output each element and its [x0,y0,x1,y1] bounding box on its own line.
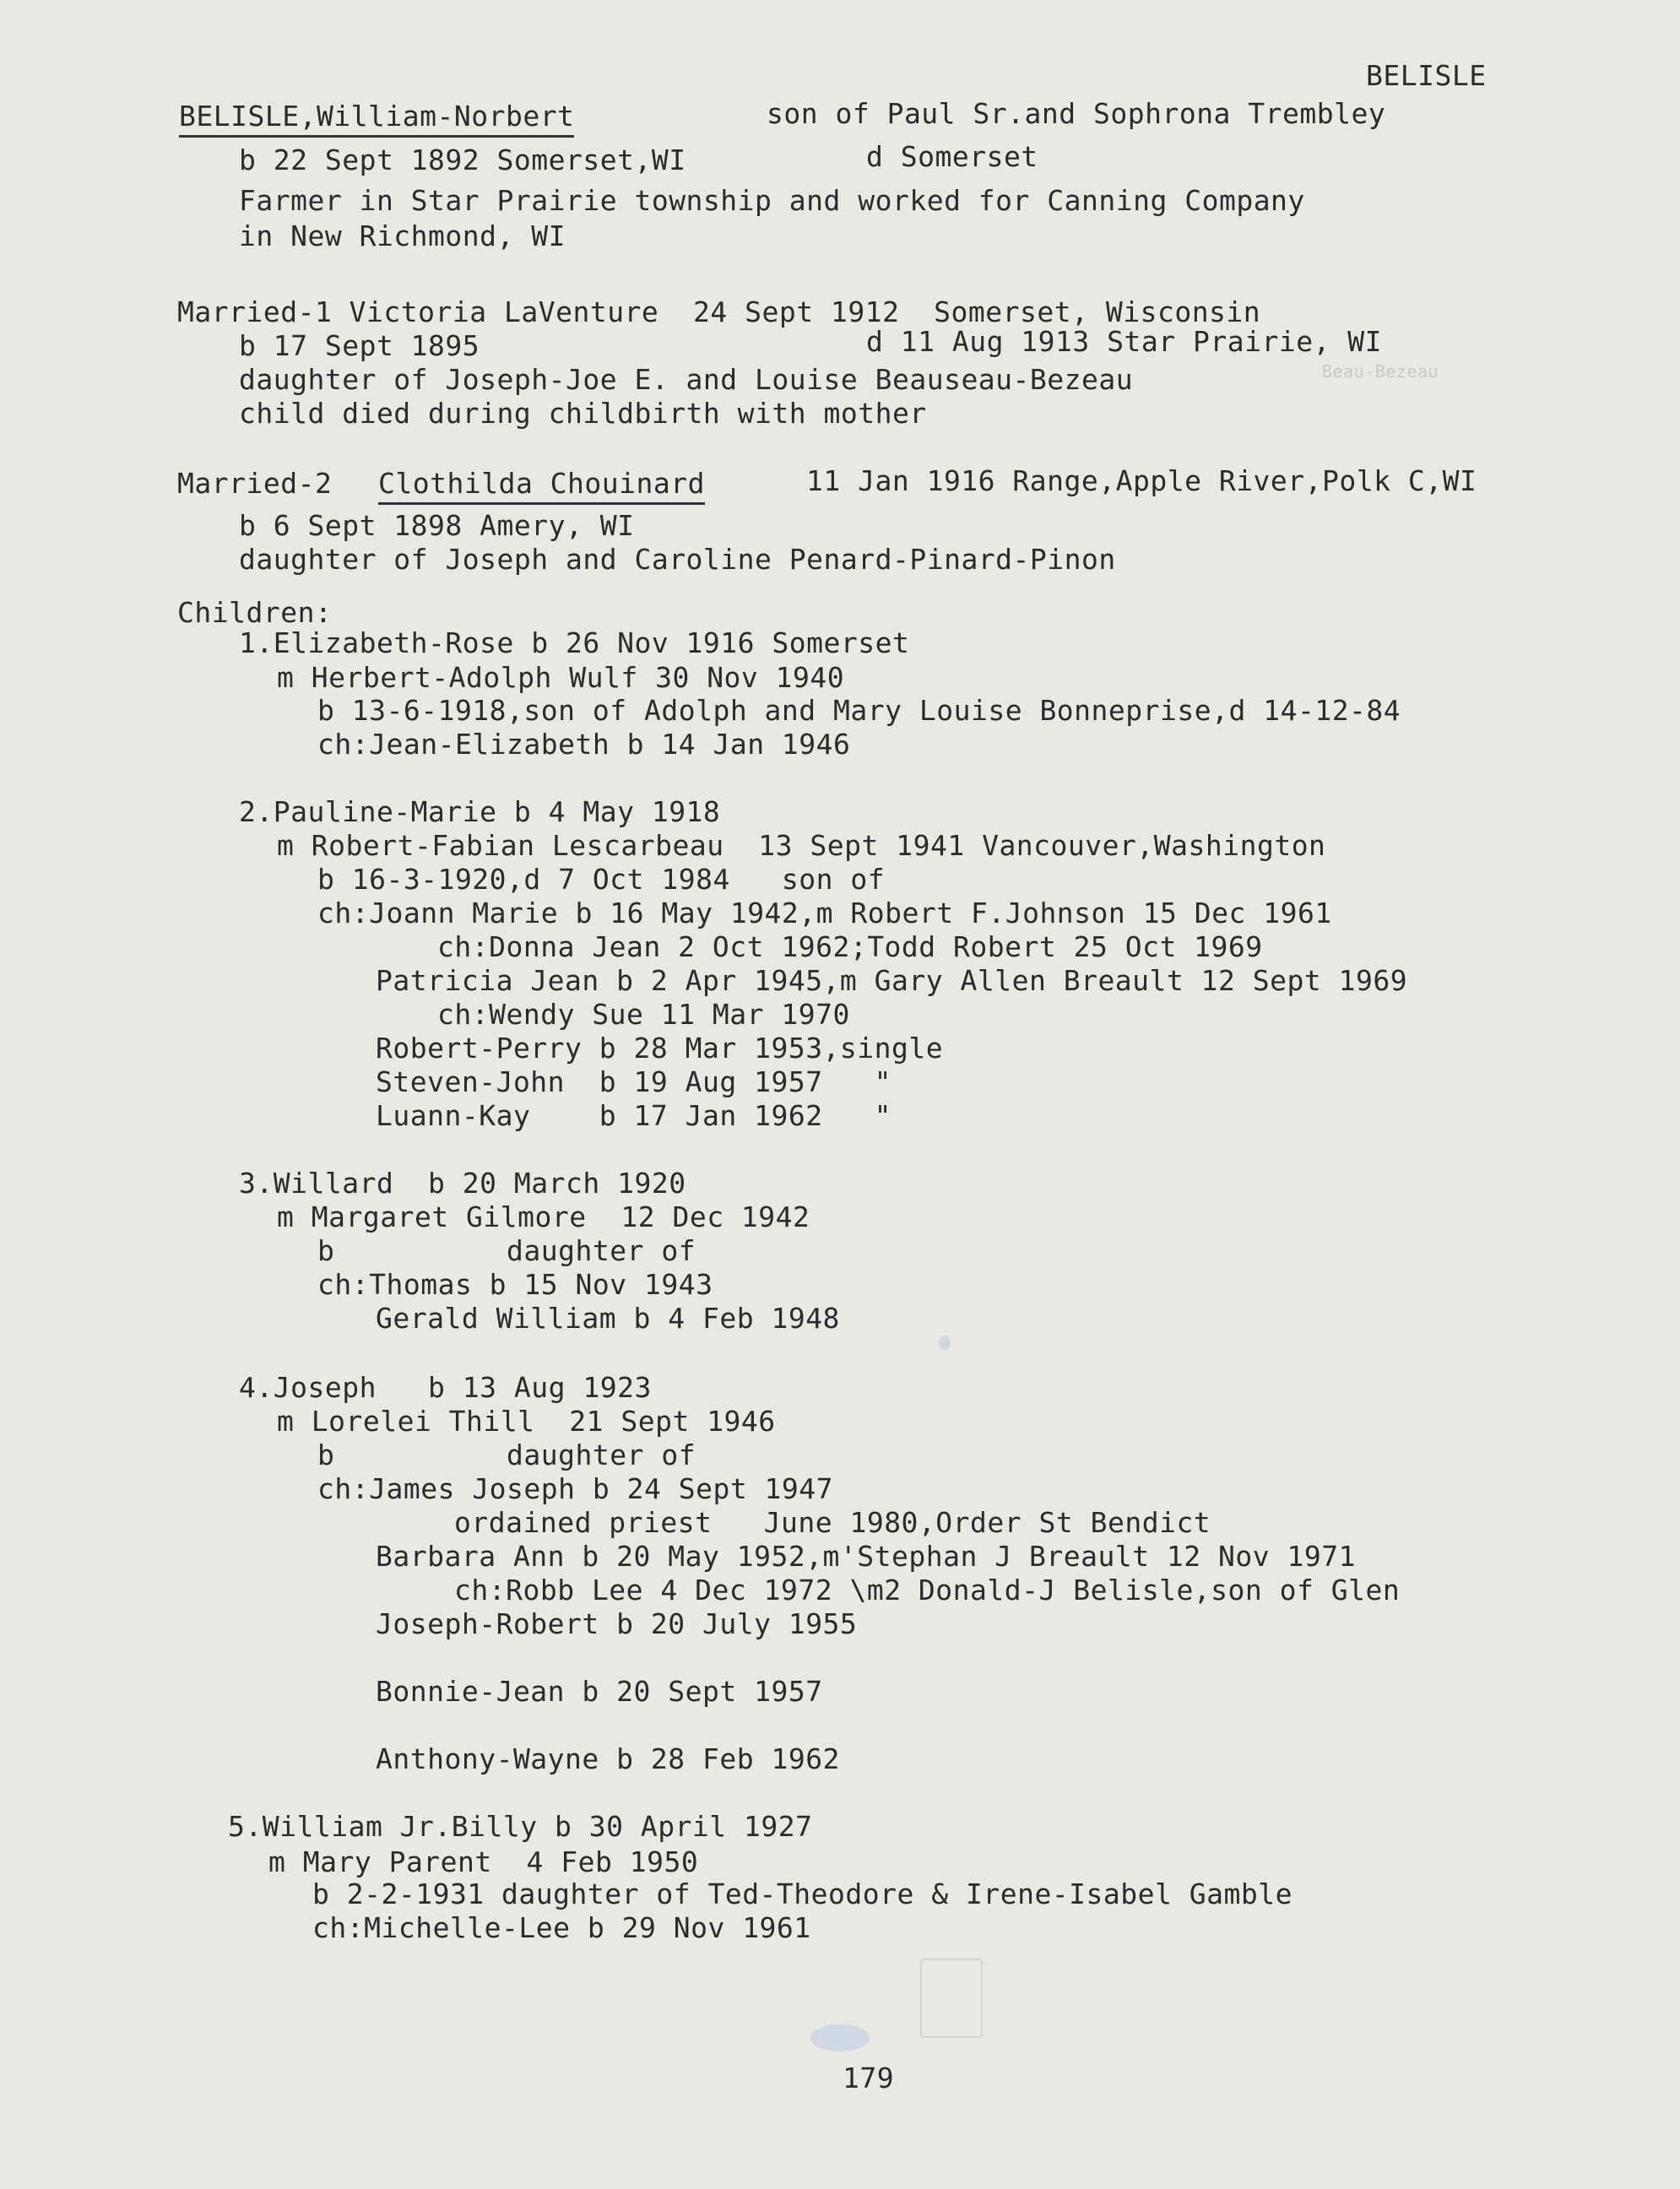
child4-line3: b daughter of [317,1439,696,1471]
child4-line9: Bonnie-Jean b 20 Sept 1957 [376,1675,823,1708]
ink-smudge [810,2024,870,2051]
child3-line1: 3.Willard b 20 March 1920 [239,1167,686,1200]
child2-line6: Patricia Jean b 2 Apr 1945,m Gary Allen Breault 12 Sept 1969 [376,964,1408,997]
page-number: 179 [843,2062,895,2094]
child2-line1: 2.Pauline-Marie b 4 May 1918 [239,795,721,828]
marriage1-spouse-birth: b 17 Sept 1895 [239,329,480,362]
child2-line4: ch:Joann Marie b 16 May 1942,m Robert F.Johnson 15 Dec 1961 [317,897,1332,929]
child4-line4: ch:James Joseph b 24 Sept 1947 [317,1472,834,1505]
child2-line10: Luann-Kay b 17 Jan 1962 " [376,1099,892,1132]
marriage1-spouse-parents: daughter of Joseph-Joe E. and Louise Beauseau-Bezeau [239,363,1134,396]
person-occupation-line2: in New Richmond, WI [239,219,566,252]
person-name: BELISLE,William-Norbert [179,100,574,138]
marriage2-spouse-parents: daughter of Joseph and Caroline Penard-Pinard-Pinon [239,543,1116,576]
child3-line4: ch:Thomas b 15 Nov 1943 [317,1268,713,1301]
child3-line3: b daughter of [317,1234,696,1267]
marriage1-note: child died during childbirth with mother [239,397,927,430]
faint-pencil-note: Beau-Bezeau [1322,361,1439,382]
child1-line4: ch:Jean-Elizabeth b 14 Jan 1946 [317,728,851,761]
person-parents: son of Paul Sr.and Sophrona Trembley [767,97,1386,130]
page-surname-header: BELISLE [1366,59,1487,92]
person-death: d Somerset [866,140,1038,173]
child1-line1: 1.Elizabeth-Rose b 26 Nov 1916 Somerset [239,626,910,659]
child2-line3: b 16-3-1920,d 7 Oct 1984 son of [317,863,886,896]
child4-line10: Anthony-Wayne b 28 Feb 1962 [376,1742,840,1775]
marriage2-prefix: Married-2 [177,467,333,500]
child2-line2: m Robert-Fabian Lescarbeau 13 Sept 1941 Vancouver,Washington [277,829,1326,862]
child2-line7: ch:Wendy Sue 11 Mar 1970 [437,998,850,1031]
child5-line2: m Mary Parent 4 Feb 1950 [268,1845,699,1878]
child5-line4: ch:Michelle-Lee b 29 Nov 1961 [312,1911,811,1944]
child4-line5: ordained priest June 1980,Order St Bendict [454,1506,1211,1539]
person-birth: b 22 Sept 1892 Somerset,WI [239,144,686,176]
ink-spot [939,1336,951,1351]
child4-line1: 4.Joseph b 13 Aug 1923 [239,1371,652,1404]
child4-line7: ch:Robb Lee 4 Dec 1972 \m2 Donald-J Belisle,son of Glen [454,1574,1401,1607]
faint-handwritten-mark [920,1959,983,2038]
child4-line2: m Lorelei Thill 21 Sept 1946 [277,1405,776,1438]
person-occupation-line1: Farmer in Star Prairie township and worked for Canning Company [239,184,1305,217]
child5-line1: 5.William Jr.Billy b 30 April 1927 [228,1810,813,1843]
child1-line3: b 13-6-1918,son of Adolph and Mary Louise Bonneprise,d 14-12-84 [317,694,1401,727]
child5-line3: b 2-2-1931 daughter of Ted-Theodore & Irene-Isabel Gamble [312,1877,1293,1910]
marriage1-line: Married-1 Victoria LaVenture 24 Sept 1912 Somerset, Wisconsin [177,295,1261,328]
child1-line2: m Herbert-Adolph Wulf 30 Nov 1940 [277,661,845,694]
child4-line6: Barbara Ann b 20 May 1952,m'Stephan J Breault 12 Nov 1971 [376,1540,1356,1573]
child4-line8: Joseph-Robert b 20 July 1955 [376,1607,858,1640]
marriage1-spouse-death: d 11 Aug 1913 Star Prairie, WI [866,325,1383,358]
children-heading: Children: [177,596,333,629]
child3-line2: m Margaret Gilmore 12 Dec 1942 [277,1200,810,1233]
marriage2-spouse-birth: b 6 Sept 1898 Amery, WI [239,509,635,542]
child2-line9: Steven-John b 19 Aug 1957 " [376,1065,892,1098]
child2-line5: ch:Donna Jean 2 Oct 1962;Todd Robert 25 Oct 1969 [437,930,1263,963]
child3-line5: Gerald William b 4 Feb 1948 [376,1302,840,1335]
marriage2-spouse-name: Clothilda Chouinard [378,467,705,505]
child2-line8: Robert-Perry b 28 Mar 1953,single [376,1032,944,1065]
marriage2-details: 11 Jan 1916 Range,Apple River,Polk C,WI [806,464,1477,497]
